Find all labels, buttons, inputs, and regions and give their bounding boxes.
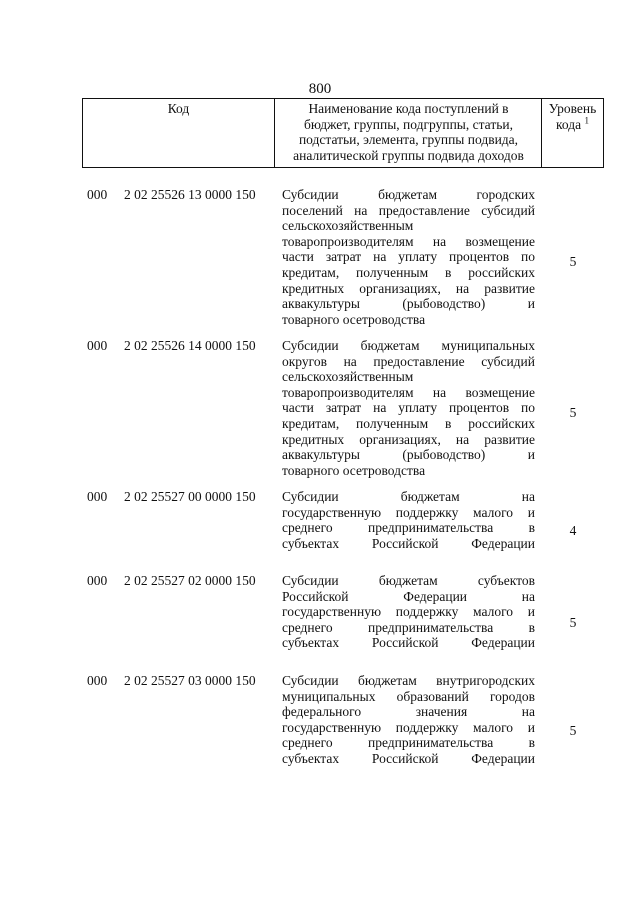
header-level	[542, 101, 603, 132]
name-line: субъектах Российской Федерации	[282, 635, 535, 651]
name-line: товаропроизводителям на возмещение	[282, 233, 535, 249]
code-level: 5	[569, 723, 577, 738]
name-line: товарного осетроводства	[282, 462, 426, 478]
name-line: округов на предоставление субсидий	[282, 353, 535, 369]
code-level: 5	[569, 615, 577, 630]
income-code: 2 02 25526 13 0000 150	[124, 187, 256, 202]
name-line: кредитам, полученным в российских	[282, 415, 535, 431]
name-line: аквакультуры (рыбоводство) и	[282, 296, 535, 312]
name-line: части затрат на уплату процентов по	[282, 400, 535, 416]
admin-code: 000	[87, 489, 108, 504]
admin-code: 000	[87, 673, 108, 688]
name-line: части затрат на уплату процентов по	[282, 249, 535, 265]
name-line: Субсидии бюджетам муниципальных	[282, 338, 535, 353]
name-line: кредитам, полученным в российских	[282, 264, 535, 280]
name-line: аквакультуры (рыбоводство) и	[282, 447, 535, 463]
header-name	[276, 101, 541, 163]
name-line: федерального значения на	[282, 704, 535, 720]
header-right-border	[603, 98, 604, 168]
header-code: Код	[167, 101, 190, 116]
name-line: среднего предпринимательства в	[282, 619, 535, 635]
header-bottom-border	[82, 167, 604, 168]
income-code: 2 02 25527 02 0000 150	[124, 573, 256, 588]
income-name	[282, 573, 535, 651]
code-level: 5	[569, 405, 577, 420]
name-line: Субсидии бюджетам субъектов	[282, 573, 535, 588]
name-line: товарного осетроводства	[282, 311, 426, 327]
name-line: Субсидии бюджетам городских	[282, 187, 535, 202]
income-name	[282, 338, 535, 478]
admin-code: 000	[87, 573, 108, 588]
header-name-line: бюджет, группы, подгруппы, статьи,	[304, 116, 513, 132]
name-line: среднего предпринимательства в	[282, 520, 535, 536]
header-level-text: кода	[556, 116, 582, 132]
code-level: 5	[569, 254, 577, 269]
income-code: 2 02 25526 14 0000 150	[124, 338, 256, 353]
header-name-line: подстатьи, элемента, группы подвида,	[298, 132, 519, 147]
header-level-line1: Уровень	[548, 101, 597, 116]
income-name	[282, 489, 535, 551]
income-name	[282, 187, 535, 327]
header-name-line: аналитической группы подвида доходов	[293, 147, 524, 163]
name-line: товаропроизводителям на возмещение	[282, 384, 535, 400]
name-line: сельскохозяйственным	[282, 218, 414, 234]
income-name	[282, 673, 535, 767]
admin-code: 000	[87, 338, 108, 353]
name-line: государственную поддержку малого и	[282, 504, 535, 520]
name-line: государственную поддержку малого и	[282, 719, 535, 735]
header-top-border	[82, 98, 604, 99]
footnote-marker: 1	[584, 115, 589, 125]
header-name-line: Наименование кода поступлений в	[308, 101, 509, 116]
name-line: сельскохозяйственным	[282, 369, 414, 385]
income-code: 2 02 25527 00 0000 150	[124, 489, 256, 504]
name-line: Субсидии бюджетам внутригородских	[282, 673, 535, 688]
name-line: кредитных организациях, на развитие	[282, 280, 535, 296]
name-line: субъектах Российской Федерации	[282, 535, 535, 551]
admin-code: 000	[87, 187, 108, 202]
header-level-line2	[542, 117, 603, 133]
name-line: поселений на предоставление субсидий	[282, 202, 535, 218]
name-line: Субсидии бюджетам на	[282, 489, 535, 504]
page-number: 800	[308, 81, 332, 97]
name-line: кредитных организациях, на развитие	[282, 431, 535, 447]
name-line: среднего предпринимательства в	[282, 735, 535, 751]
name-line: государственную поддержку малого и	[282, 604, 535, 620]
header-divider-1	[274, 98, 275, 168]
name-line: Российской Федерации на	[282, 588, 535, 604]
name-line: субъектах Российской Федерации	[282, 750, 535, 766]
code-level: 4	[569, 523, 577, 538]
income-code: 2 02 25527 03 0000 150	[124, 673, 256, 688]
name-line: муниципальных образований городов	[282, 688, 535, 704]
